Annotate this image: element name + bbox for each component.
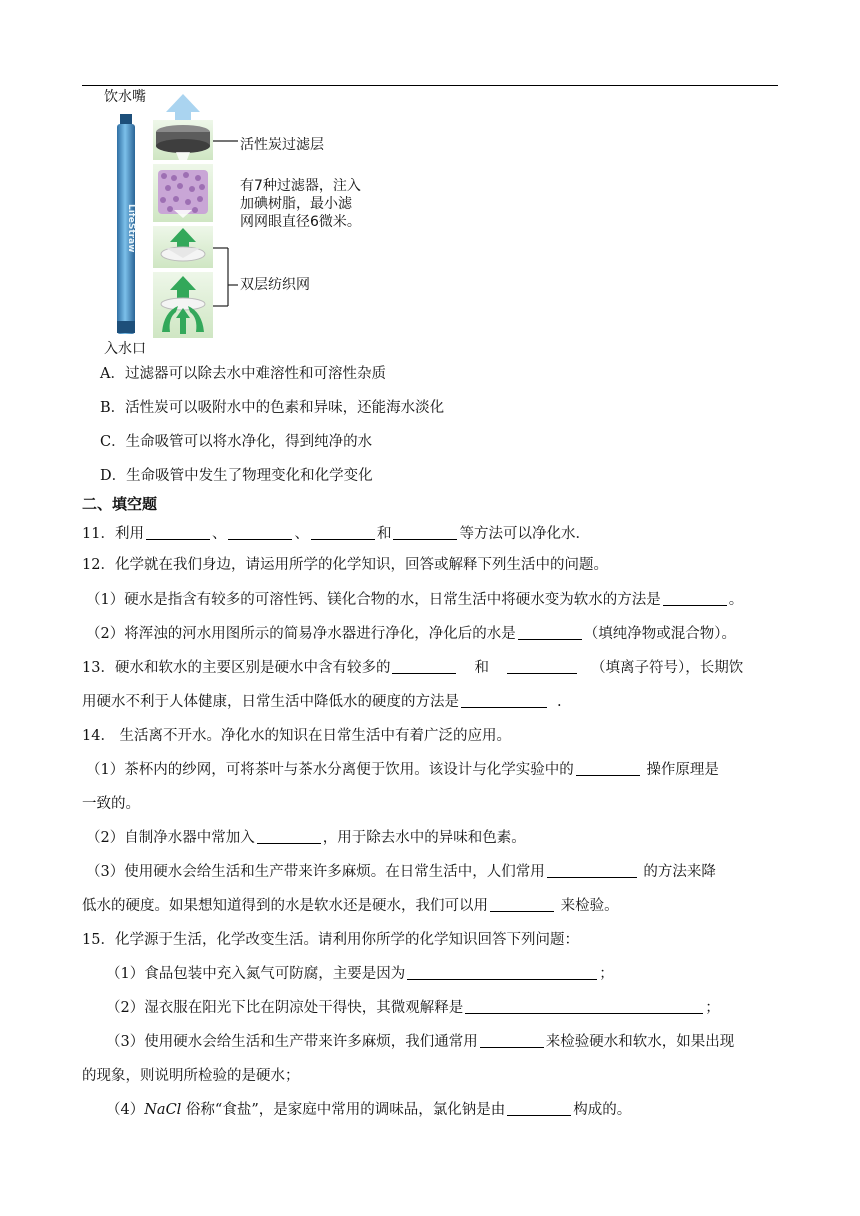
question-14-part-1-cont: 一致的。	[82, 796, 140, 812]
tube-cap	[120, 114, 132, 124]
tube-base	[117, 321, 135, 333]
outflow-arrow-icon	[166, 94, 200, 120]
label-carbon-layer: 活性炭过滤层	[240, 137, 324, 153]
answer-blank[interactable]	[576, 761, 640, 776]
question-14-stem: 14． 生活离不开水。净化水的知识在日常生活中有着广泛的应用。	[82, 728, 512, 744]
formula-nacl: NaCl	[144, 1102, 182, 1118]
answer-blank[interactable]	[228, 525, 292, 540]
answer-blank[interactable]	[465, 999, 703, 1014]
label-mouthpiece: 饮水嘴	[104, 89, 146, 105]
answer-blank[interactable]	[507, 659, 577, 674]
question-14-part-2: （2）自制净水器中常加入 ，用于除去水中的异味和色素。	[86, 830, 526, 846]
question-12-part-2: （2）将浑浊的河水用图所示的简易净水器进行净化，净化后的水是 （填纯净物或混合物）。	[86, 626, 736, 642]
question-15-part-1: （1）食品包装中充入氮气可防腐，主要是因为 ；	[106, 966, 614, 982]
answer-blank[interactable]	[518, 625, 582, 640]
answer-blank[interactable]	[257, 829, 321, 844]
label-mesh: 双层纺织网	[240, 277, 310, 293]
question-13-line-1: 13．硬水和软水的主要区别是硬水中含有较多的 和 （填离子符号），长期饮	[82, 660, 744, 676]
answer-blank[interactable]	[507, 1101, 571, 1116]
question-12-stem: 12．化学就在我们身边，请运用所学的化学知识，回答或解释下列生活中的问题。	[82, 557, 608, 573]
option-a: A．过滤器可以除去水中难溶性和可溶性杂质	[100, 366, 386, 382]
lifestraw-figure	[100, 86, 400, 358]
label-filter-line-3: 网网眼直径6微米。	[240, 214, 361, 230]
answer-blank[interactable]	[490, 897, 554, 912]
label-filter-line-1: 有7种过滤器，注入	[240, 178, 361, 194]
answer-blank[interactable]	[392, 659, 456, 674]
question-14-part-3-cont: 低水的硬度。如果想知道得到的水是软水还是硬水，我们可以用 来检验。	[82, 898, 619, 914]
answer-blank[interactable]	[393, 525, 457, 540]
question-14-part-3: （3）使用硬水会给生活和生产带来许多麻烦。在日常生活中，人们常用 的方法来降	[86, 864, 716, 880]
answer-blank[interactable]	[663, 591, 727, 606]
tube-brand-text: LifeStraw	[126, 204, 136, 253]
answer-blank[interactable]	[547, 863, 637, 878]
answer-blank[interactable]	[311, 525, 375, 540]
question-14-part-1: （1）茶杯内的纱网，可将茶叶与茶水分离便于饮用。该设计与化学实验中的 操作原理是	[86, 762, 719, 778]
option-c: C．生命吸管可以将水净化，得到纯净的水	[100, 434, 373, 450]
question-15-part-4: （4）NaCl 俗称“食盐”，是家庭中常用的调味品，氯化钠是由 构成的。	[106, 1102, 632, 1118]
label-water-inlet: 入水口	[104, 341, 146, 357]
question-13-line-2: 用硬水不利于人体健康，日常生活中降低水的硬度的方法是 .	[82, 694, 562, 710]
option-b: B．活性炭可以吸附水中的色素和异味，还能海水淡化	[100, 400, 445, 416]
question-12-part-1: （1）硬水是指含有较多的可溶性钙、镁化合物的水，日常生活中将硬水变为软水的方法是 。	[86, 592, 744, 608]
answer-blank[interactable]	[146, 525, 210, 540]
answer-blank[interactable]	[407, 965, 597, 980]
question-11: 11．利用 、 、 和 等方法可以净化水．	[82, 526, 590, 542]
option-d: D．生命吸管中发生了物理变化和化学变化	[100, 468, 373, 484]
question-15-stem: 15．化学源于生活，化学改变生活。请利用你所学的化学知识回答下列问题：	[82, 932, 579, 948]
question-15-part-3: （3）使用硬水会给生活和生产带来许多麻烦，我们通常用 来检验硬水和软水，如果出现	[106, 1034, 735, 1050]
label-filter-line-2: 加碘树脂，最小滤	[240, 196, 352, 212]
section-title: 二、填空题	[82, 495, 158, 513]
answer-blank[interactable]	[480, 1033, 544, 1048]
answer-blank[interactable]	[461, 693, 547, 708]
question-15-part-3-cont: 的现象，则说明所检验的是硬水；	[82, 1068, 300, 1084]
question-15-part-2: （2）湿衣服在阳光下比在阴凉处干得快，其微观解释是 ；	[106, 1000, 720, 1016]
